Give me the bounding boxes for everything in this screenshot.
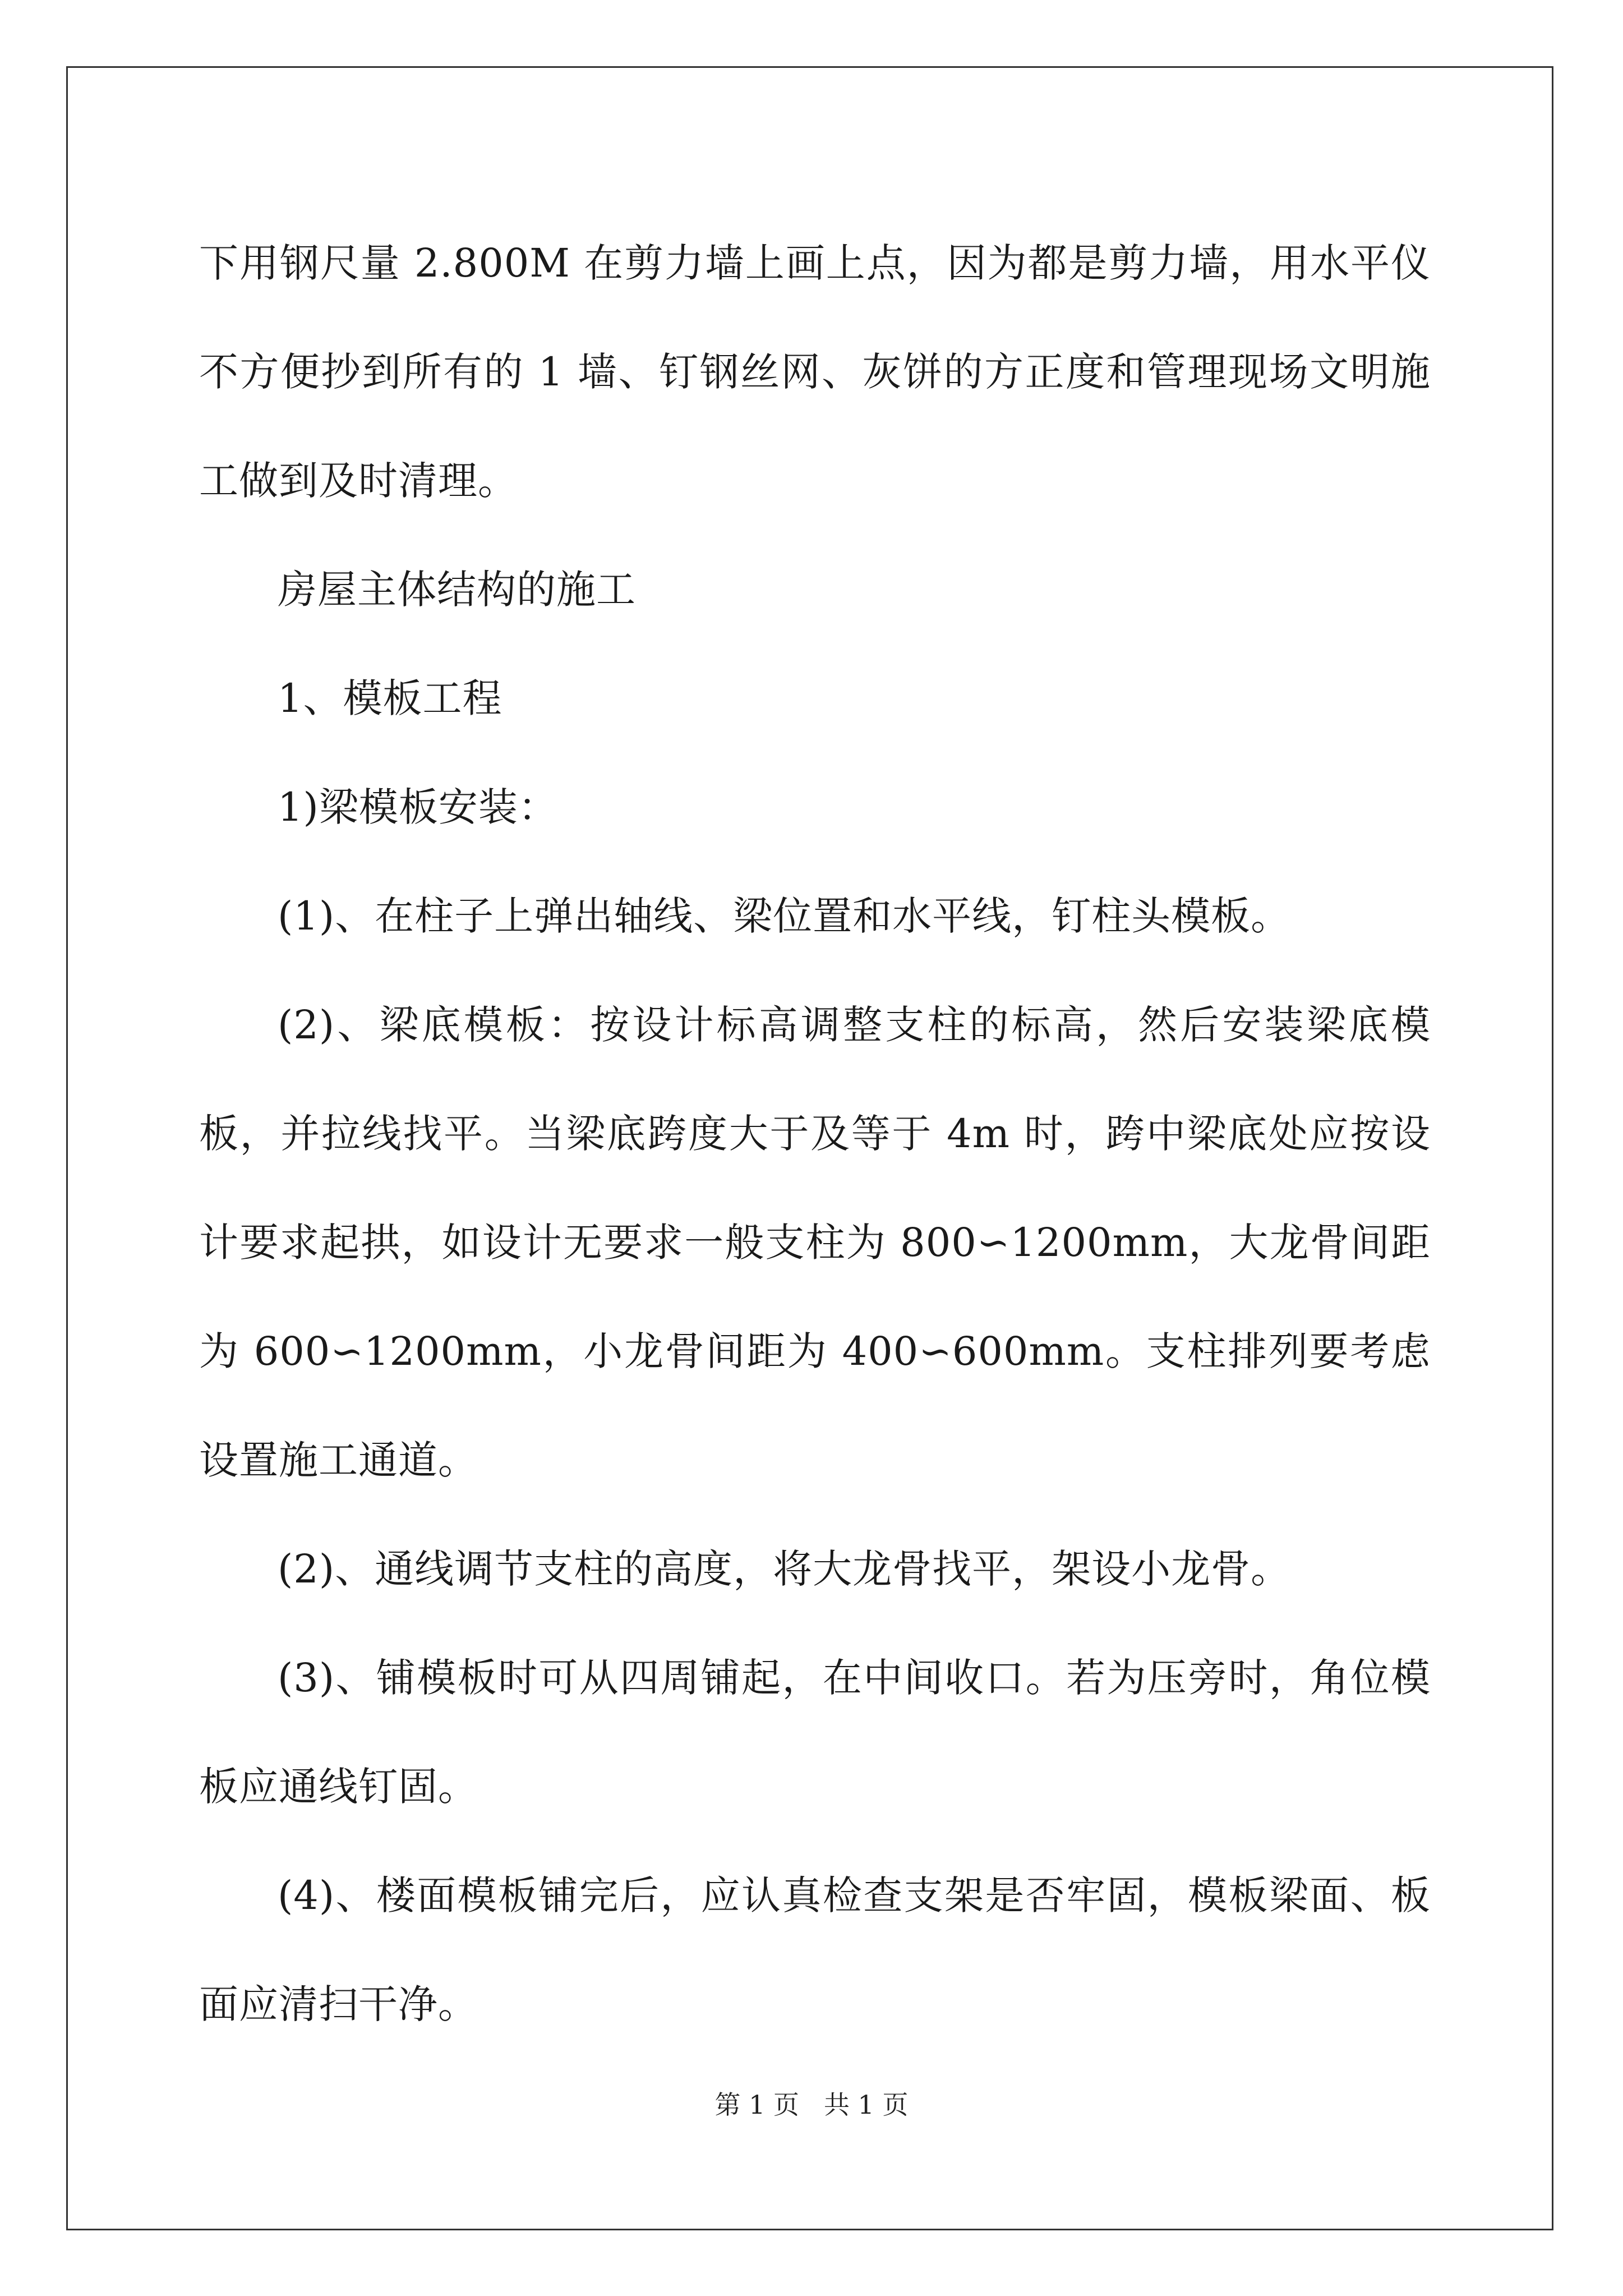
paragraph-step-1: (1)、在柱子上弹出轴线、梁位置和水平线，钉柱头模板。 [278, 893, 1291, 939]
item-heading: 1)梁模板安装： [278, 784, 558, 830]
page-footer [0, 2088, 1623, 2122]
document-body [199, 209, 1431, 2059]
page-number-total: 共 1 页 [823, 2090, 909, 2120]
paragraph-step-2: (2)、梁底模板：按设计标高调整支柱的标高，然后安装梁底模板，并拉线找平。当梁底跨度大于及等于 4m 时，跨中梁底处应按设计要求起拱，如设计无要求一般支柱为 800∽1200mm，大龙骨间距为 600∽1200mm，小龙骨间距为 400∽600mm。支柱排列要考虑设置施工通道。 [199, 1002, 1431, 1483]
section-heading: 房屋主体结构的施工 [278, 567, 636, 613]
page-number-current: 第 1 页 [714, 2090, 800, 2120]
paragraph-1: 下用钢尺量 2.800M 在剪力墙上画上点，因为都是剪力墙，用水平仪不方便抄到所有的 1 墙、钉钢丝网、灰饼的方正度和管理现场文明施工做到及时清理。 [199, 240, 1431, 504]
paragraph-step-3: (3)、铺模板时可从四周铺起，在中间收口。若为压旁时，角位模板应通线钉固。 [199, 1655, 1431, 1810]
subsection-heading: 1、模板工程 [278, 675, 502, 721]
paragraph-step-2b: (2)、通线调节支柱的高度，将大龙骨找平，架设小龙骨。 [278, 1546, 1291, 1592]
paragraph-step-4: (4)、楼面模板铺完后，应认真检查支架是否牢固，模板梁面、板面应清扫干净。 [199, 1872, 1431, 2027]
